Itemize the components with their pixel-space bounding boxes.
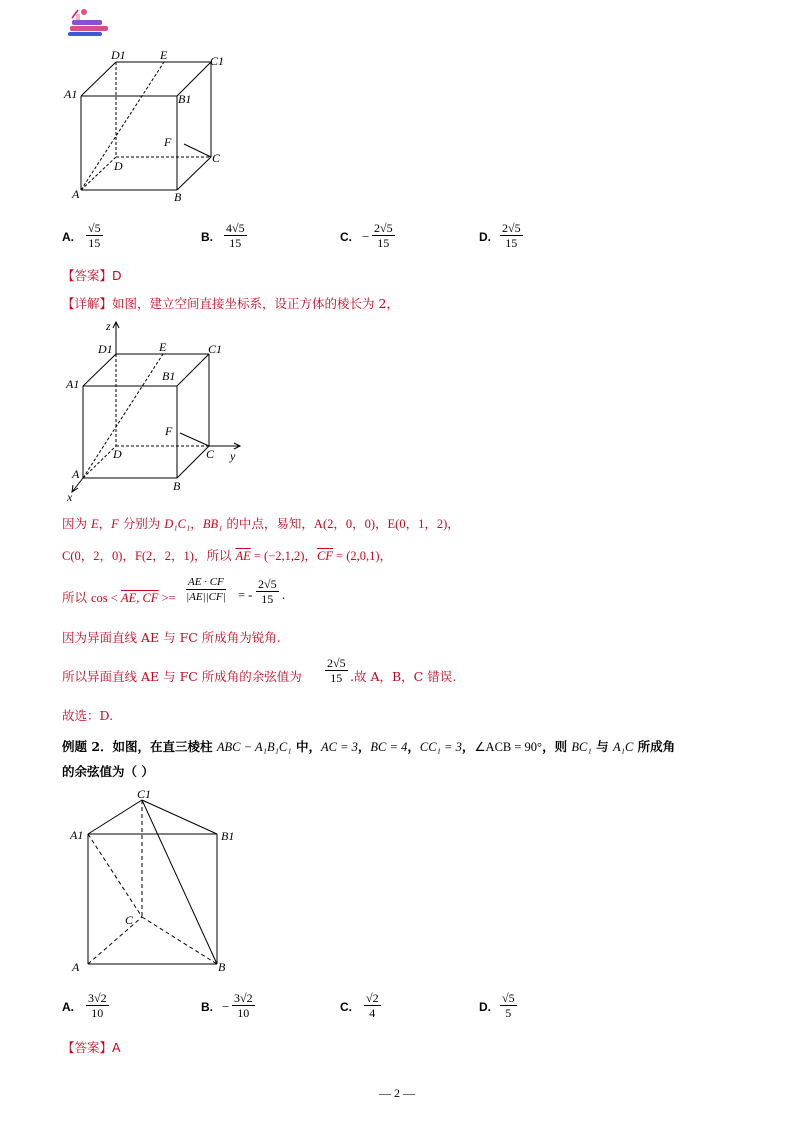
fig2-label: D	[113, 447, 122, 461]
fig1-label: D	[114, 159, 123, 173]
fig2-label: B1	[162, 369, 176, 383]
cos-fraction: $\frac{AE \cdot CF}{|AE||CF|}$	[186, 576, 226, 603]
detail-intro: 【详解】如图，建立空间直接坐标系，设正方体的棱长为 2，	[62, 296, 399, 311]
fig3-label: A	[72, 960, 80, 974]
fig1-label: F	[164, 135, 172, 149]
option-fraction: $\frac{3√2}{10}$	[234, 991, 253, 1020]
fig2-label: C	[206, 447, 215, 461]
option-letter: D.	[479, 1000, 491, 1014]
result-fraction: $\frac{2√5}{15}$	[327, 656, 346, 685]
figure-cube-1	[60, 46, 230, 206]
option-fraction: $\frac{2√5}{15}$	[374, 221, 393, 250]
solution-line-5-post: .故 A，B，C 错误.	[350, 669, 457, 684]
fig1-label: C1	[210, 54, 225, 68]
fig2-label: x	[67, 490, 73, 504]
solution-line-3: 所以 cos < AE, CF >=	[62, 590, 176, 605]
fig3-label: B	[218, 960, 226, 974]
solution-line-1: 因为 E，F 分别为 D₁C₁，BB₁ 的中点，易知，A(2，0，0)，E(0，1，2)，	[62, 516, 460, 531]
fig2-label: E	[159, 340, 167, 354]
fig2-label: C1	[208, 342, 223, 356]
fig1-label: A1	[64, 87, 78, 101]
option-sign: −	[222, 999, 230, 1014]
fig1-label: B1	[178, 92, 192, 106]
solution-line-6: 故选：D.	[62, 708, 114, 723]
fig3-label: C	[125, 913, 134, 927]
fig2-label: A1	[66, 377, 80, 391]
fig2-label: A	[72, 467, 80, 481]
figure-prism	[62, 786, 242, 976]
cos-equals: = -	[238, 588, 253, 602]
figure-cube-2	[60, 318, 260, 504]
fig1-label: E	[160, 48, 168, 62]
option-fraction: $\frac{√2}{4}$	[366, 991, 379, 1020]
option-sign: −	[362, 229, 370, 244]
option-fraction: $\frac{2√5}{15}$	[502, 221, 521, 250]
solution-line-2: C(0，2，0)，F(2，2，1)，所以 $\overline{AE} = (-2,1,2)$，$\overline{CF} = (2,0,1)$，	[62, 548, 393, 563]
fig2-label: y	[230, 449, 236, 463]
q1-answer: 【答案】D	[62, 268, 122, 283]
header-logo-icon	[64, 6, 112, 40]
fig3-label: C1	[137, 787, 152, 801]
fig3-label: A1	[70, 828, 84, 842]
option-fraction: $\frac{3√2}{10}$	[88, 991, 107, 1020]
fig1-label: C	[212, 151, 221, 165]
fig2-label: z	[106, 319, 111, 333]
fig3-label: B1	[221, 829, 235, 843]
cos-end: .	[282, 588, 286, 602]
fig2-label: B	[173, 479, 181, 493]
cos-result-fraction: $\frac{2√5}{15}$	[258, 577, 277, 606]
option-letter: A.	[62, 1000, 74, 1014]
fig1-label: A	[72, 187, 80, 201]
fig1-label: D1	[111, 48, 126, 62]
option-letter: C.	[340, 230, 352, 244]
solution-line-4: 因为异面直线 AE 与 FC 所成角为锐角.	[62, 630, 281, 645]
option-letter: D.	[479, 230, 491, 244]
option-letter: B.	[201, 230, 213, 244]
option-fraction: $\frac{√5}{15}$	[88, 221, 101, 250]
fig2-label: F	[165, 424, 173, 438]
fig2-label: D1	[98, 342, 113, 356]
option-letter: B.	[201, 1000, 213, 1014]
q2-stem: 例题 2．如图，在直三棱柱 ABC − A₁B₁C₁ 中，AC = 3，BC = 4，CC₁ = 3，∠ACB = 90°，则 BC₁ 与 A₁C 所成角	[62, 739, 676, 754]
q2-stem-line-2: 的余弦值为（ ）	[62, 764, 154, 779]
option-fraction: $\frac{√5}{5}$	[502, 991, 515, 1020]
fig1-label: B	[174, 190, 182, 204]
option-letter: C.	[340, 1000, 352, 1014]
page-number: — 2 —	[379, 1086, 415, 1100]
option-letter: A.	[62, 230, 74, 244]
option-fraction: $\frac{4√5}{15}$	[226, 221, 245, 250]
solution-line-5: 所以异面直线 AE 与 FC 所成角的余弦值为	[62, 669, 302, 684]
q2-answer: 【答案】A	[62, 1040, 121, 1055]
